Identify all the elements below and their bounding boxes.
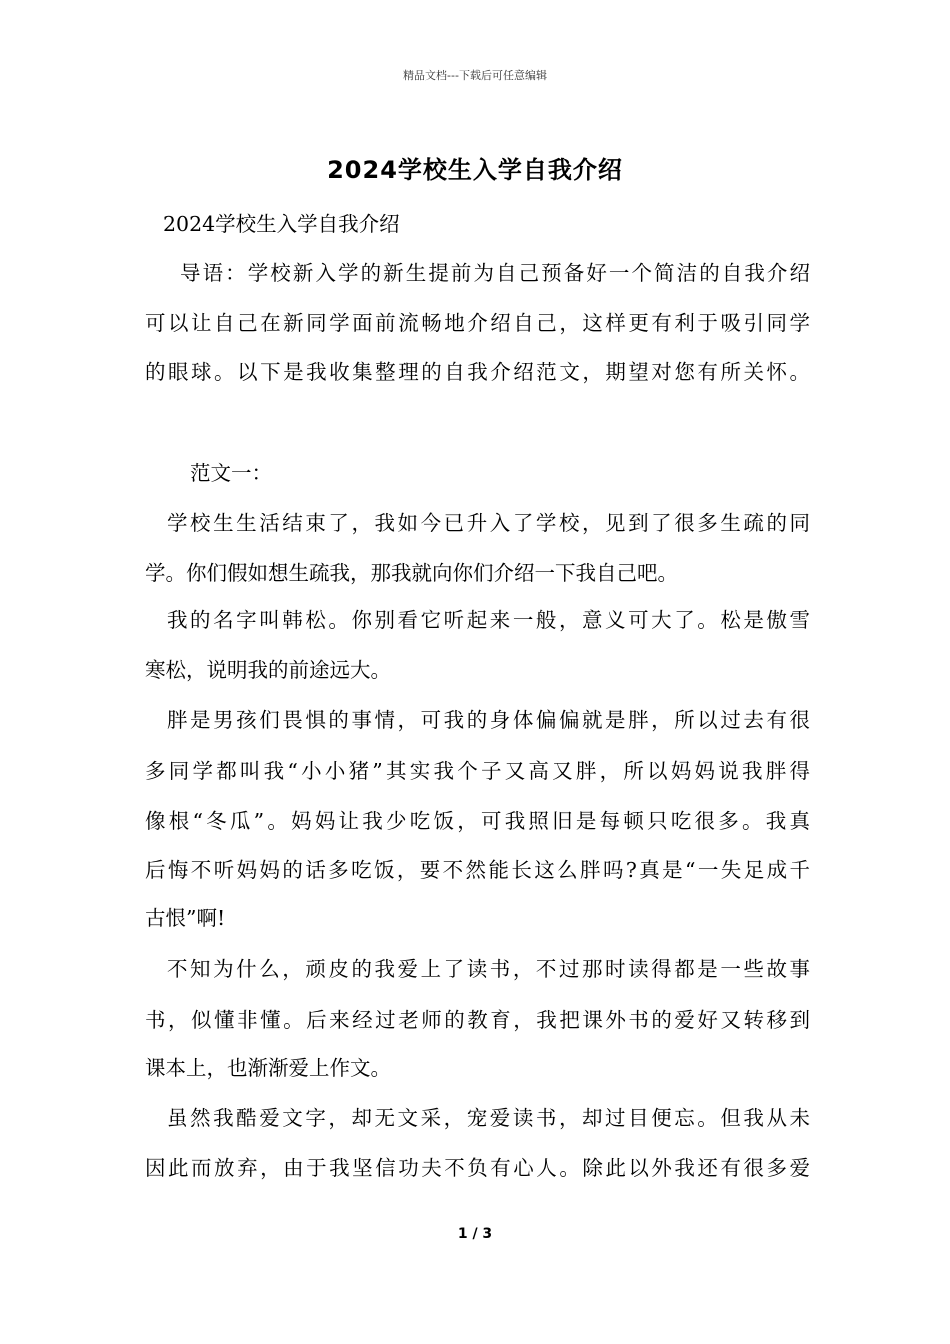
paragraph-line: 虽然我酷爱文字，却无文采，宠爱读书，却过目便忘。但我从未 (167, 1106, 810, 1130)
intro-line: 的眼球。以下是我收集整理的自我介绍范文，期望对您有所关怀。 (145, 360, 810, 384)
paragraph-line: 因此而放弃，由于我坚信功夫不负有心人。除此以外我还有很多爱 (145, 1156, 810, 1180)
paragraph-line: 胖是男孩们畏惧的事情，可我的身体偏偏就是胖，所以过去有很 (167, 708, 810, 732)
page-number: 1 / 3 (457, 1226, 493, 1242)
intro-line: 导语：学校新入学的新生提前为自己预备好一个简洁的自我介绍 (180, 261, 810, 285)
paragraph-line: 寒松，说明我的前途远大。 (145, 658, 391, 682)
paragraph-line: 后悔不听妈妈的话多吃饭，要不然能长这么胖吗?真是“一失足成千 (145, 858, 810, 882)
section-label: 范文一： (190, 461, 272, 485)
paragraph-line: 不知为什么，顽皮的我爱上了读书，不过那时读得都是一些故事 (167, 957, 810, 981)
paragraph-line: 书，似懂非懂。后来经过老师的教育，我把课外书的爱好又转移到 (145, 1008, 810, 1032)
paragraph-line: 课本上，也渐渐爱上作文。 (145, 1056, 391, 1080)
paragraph-line: 多同学都叫我“小小猪”其实我个子又高又胖，所以妈妈说我胖得 (145, 759, 810, 783)
header-note: 精品文档---下载后可任意编辑 (403, 69, 547, 82)
document-title: 2024学校生入学自我介绍 (327, 156, 623, 184)
paragraph-line: 我的名字叫韩松。你别看它听起来一般，意义可大了。松是傲雪 (167, 608, 810, 632)
document-subtitle: 2024学校生入学自我介绍 (163, 212, 400, 236)
paragraph-line: 古恨”啊! (145, 906, 226, 930)
paragraph-line: 像根“冬瓜”。妈妈让我少吃饭，可我照旧是每顿只吃很多。我真 (145, 809, 810, 833)
intro-line: 可以让自己在新同学面前流畅地介绍自己，这样更有利于吸引同学 (145, 311, 810, 335)
paragraph-line: 学。你们假如想生疏我，那我就向你们介绍一下我自己吧。 (145, 561, 678, 585)
paragraph-line: 学校生生活结束了，我如今已升入了学校，见到了很多生疏的同 (167, 511, 810, 535)
